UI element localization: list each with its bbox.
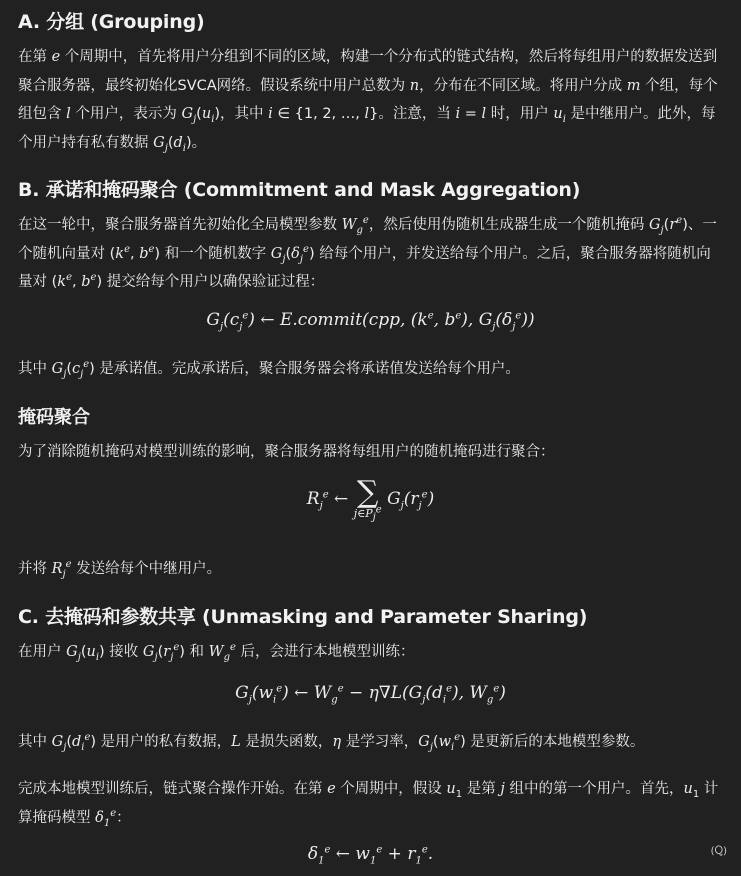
mask-aggregation-heading: 掩码聚合 <box>18 407 90 428</box>
sum-lhs: $R_j^e$ ← <box>306 488 354 511</box>
section-c-paragraph2: 完成本地模型训练后，链式聚合操作开始。在第 e 个周期中，假设 $u_1$ 是第 j 组中的第一个用户。首先，$u_1$ 计算掩码模型 $\delta_1^e$： <box>18 781 719 829</box>
section-c-heading: C. 去掩码和参数共享 (Unmasking and Parameter Sharing) <box>18 606 588 628</box>
masked-model-equation: $\delta_1^e$ ← $w_1^e + r_1^e$. <box>307 844 434 867</box>
mask-sum-equation <box>18 475 723 524</box>
section-a-paragraph: 在第 e 个周期中，首先将用户分组到不同的区域，构建一个分布式的链式结构，然后将每组用户的数据发送到聚合服务器，最终初始化SVCA网络。假设系统中用户总数为 n，分布在不同区域。将用户分成 m 个组，每个组包含 l 个用户，表示为 $G_j(u_i)$，其中 i ∈ {1, 2, …, l}。注意，当 i = l 时，用户 $u_i$ 是中继用户。此外，每个用户持有私有数据 $G_j(d_i)$。 <box>18 49 718 154</box>
mask-aggregation-after: 并将 $R_j^e$ 发送给每个中继用户。 <box>18 559 222 580</box>
section-a-heading: A. 分组 (Grouping) <box>18 11 205 33</box>
section-b-after: 其中 $G_j(c_j^e)$ 是承诺值。完成承诺后，聚合服务器会将承诺值发送给每个用户。 <box>18 359 520 380</box>
commit-equation: $G_j(c_j^e)$ ← E.commit(cpp, ($k^e$, $b^e$), $G_j(\delta_j^e)$) <box>206 310 535 333</box>
sum-rhs: $G_j(r_j^e)$ <box>381 488 435 511</box>
mask-aggregation-paragraph: 为了消除随机掩码对模型训练的影响，聚合服务器将每组用户的随机掩码进行聚合： <box>18 444 555 460</box>
section-c-after: 其中 $G_j(d_i^e)$ 是用户的私有数据，L 是损失函数，η 是学习率，$G_j(w_i^e)$ 是更新后的本地模型参数。 <box>18 732 645 753</box>
section-b-heading: B. 承诺和掩码聚合 (Commitment and Mask Aggregation) <box>18 179 581 201</box>
watermark-icon: (Ⴍ) <box>710 846 727 857</box>
sum-symbol: ∑ $j\in P_j^e$ <box>353 475 382 524</box>
section-b-paragraph: 在这一轮中，聚合服务器首先初始化全局模型参数 $W_g^e$，然后使用伪随机生成器生成一个随机掩码 $G_j(r^e)$、一个随机向量对 ($k^e$, $b^e$) 和一个随机数字 $G_j(\delta_j^e)$ 给每个用户，并发送给每个用户。之后，聚合服务器将随机向量对 ($k^e$, $b^e$) 提交给每个用户以确保验证过程： <box>18 215 717 290</box>
training-equation: $G_j(w_i^e)$ ← $W_g^e - \eta\nabla L(G_j(d_i^e)$, $W_g^e$) <box>235 683 506 706</box>
section-c-paragraph: 在用户 $G_j(u_i)$ 接收 $G_j(r_j^e)$ 和 $W_g^e$ 后，会进行本地模型训练： <box>18 642 415 663</box>
